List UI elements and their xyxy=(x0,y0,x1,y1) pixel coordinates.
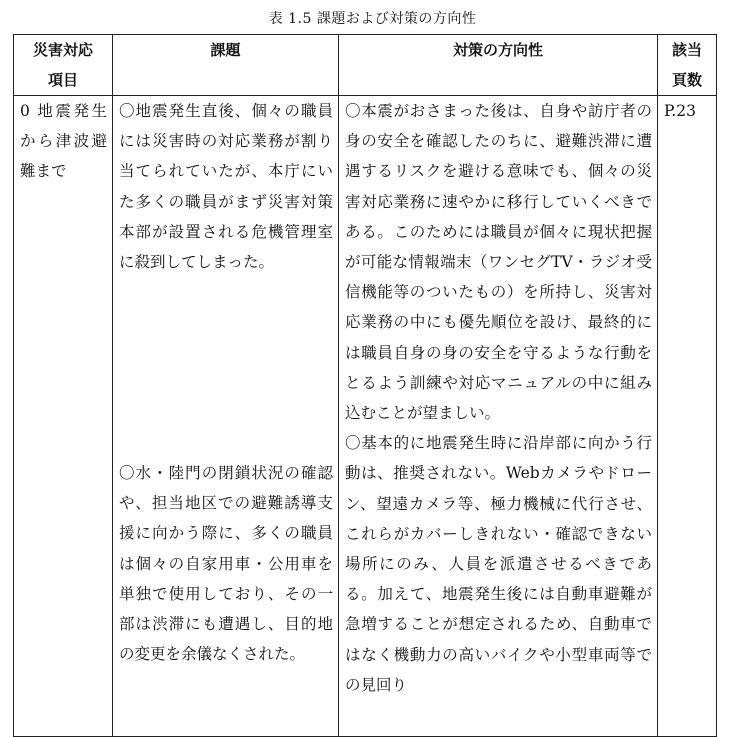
header-row xyxy=(14,35,717,96)
issue-2: 〇水・陸門の閉鎖状況の確認や、担当地区での避難誘導支援に向かう際に、多くの職員は個々の自家用車・公用車を単独で使用しており、その一部は渋滞にも遭遇し、目的地の変更を余儀なくされた。 xyxy=(119,464,333,664)
table-row xyxy=(14,96,717,737)
issue-1: 〇地震発生直後、個々の職員には災害時の対応業務が割り当てられていたが、本庁にいた多くの職員がまず災害対策本部が設置される危機管理室に殺到してしまった。 xyxy=(119,102,333,272)
header-item: 災害対応項目 xyxy=(14,35,113,96)
header-issue: 課題 xyxy=(113,35,339,96)
row-item: 0 地震発生から津波避難まで xyxy=(20,102,107,181)
header-measure: 対策の方向性 xyxy=(339,35,658,96)
header-page: 該当頁数 xyxy=(658,35,717,96)
measure-1: 〇本震がおさまった後は、自身や訪庁者の身の安全を確認したのちに、避難渋滞に遭遇するリスクを避ける意味でも、個々の災害対応業務に速やかに移行していくべきである。このためには職員が個々に現状把握が可能な情報端末（ワンセグTV・ラジオ受信機能等のついたもの）を所持し、災害対応業務の中にも優先順位を設け、最終的には職員自身の身の安全を守るような行動をとるよう訓練や対応マニュアルの中に組み込むことが望ましい。 xyxy=(345,102,652,423)
measure-2: 〇基本的に地震発生時に沿岸部に向かう行動は、推奨されない。Webカメラやドローン、望遠カメラ等、極力機械に代行させ、これらがカバーしきれない・確認できない場所にのみ、人員を派遣させるべきである。加えて、地震発生後には自動車避難が急増することが想定されるため、自動車ではなく機動力の高いバイクや小型車両等での見回り xyxy=(345,434,652,694)
page-ref: P.23 xyxy=(664,102,696,120)
issues-table xyxy=(13,34,717,737)
table-caption: 表 1.5 課題および対策の方向性 xyxy=(268,11,477,27)
